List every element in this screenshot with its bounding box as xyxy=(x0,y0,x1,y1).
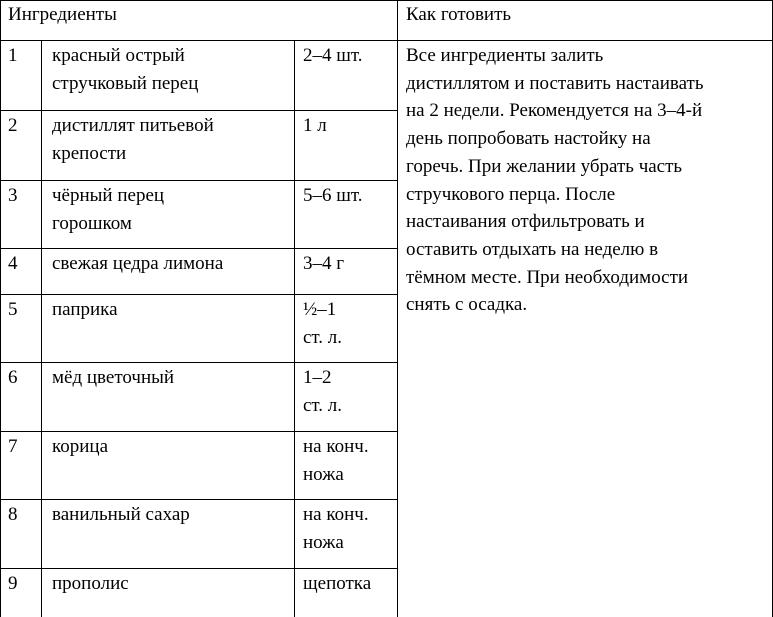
column-divider xyxy=(294,40,295,617)
ingredient-name xyxy=(52,501,190,529)
row-number xyxy=(8,296,18,324)
row-number xyxy=(8,433,18,461)
ingredient-name-line: крепости xyxy=(52,142,127,164)
row-number-line: 8 xyxy=(8,504,18,525)
recipe-line: тёмном месте. При необходимости xyxy=(406,266,689,288)
ingredient-name-line: стручковый перец xyxy=(52,72,199,94)
header-ingredients: Ингредиенты xyxy=(8,4,117,25)
row-divider xyxy=(0,110,398,111)
ingredient-quantity xyxy=(303,250,344,278)
row-number-line: 6 xyxy=(8,367,18,388)
ingredient-quantity xyxy=(303,364,342,419)
row-number-line: 2 xyxy=(8,115,18,136)
ingredient-quantity xyxy=(303,182,363,210)
ingredient-quantity xyxy=(303,433,369,488)
ingredient-quantity-line: на конч. xyxy=(303,436,369,457)
ingredient-name xyxy=(52,364,174,392)
row-divider xyxy=(0,499,398,500)
ingredient-name xyxy=(52,250,223,278)
ingredient-quantity-line: 1 л xyxy=(303,115,327,136)
row-divider xyxy=(0,431,398,432)
row-number xyxy=(8,250,18,278)
row-number-line: 4 xyxy=(8,253,18,274)
ingredient-quantity-line: ст. л. xyxy=(303,394,343,416)
ingredient-name-line: дистиллят питьевой xyxy=(52,115,214,136)
row-divider xyxy=(0,362,398,363)
column-divider xyxy=(41,40,42,617)
row-number xyxy=(8,570,18,598)
recipe-line: настаивания отфильтровать и xyxy=(406,211,645,233)
ingredient-quantity-line: 2–4 шт. xyxy=(303,45,363,66)
ingredient-quantity-line: ножа xyxy=(303,531,344,553)
row-number xyxy=(8,42,18,70)
ingredient-name-line: горошком xyxy=(52,212,132,234)
ingredient-name-line: чёрный перец xyxy=(52,185,165,206)
recipe-line: оставить отдыхать на неделю в xyxy=(406,238,659,260)
header-divider xyxy=(0,40,773,41)
ingredient-quantity-line: щепотка xyxy=(303,573,372,594)
ingredient-name-line: паприка xyxy=(52,299,118,320)
recipe-line: дистиллятом и поставить настаивать xyxy=(406,72,704,94)
ingredient-quantity xyxy=(303,296,342,351)
column-divider xyxy=(397,0,398,617)
row-number xyxy=(8,182,18,210)
ingredient-name xyxy=(52,42,198,97)
ingredient-name-line: свежая цедра лимона xyxy=(52,253,224,274)
ingredient-quantity xyxy=(303,570,371,598)
ingredient-name xyxy=(52,570,129,598)
table-border-left xyxy=(0,0,1,617)
ingredient-quantity-line: 3–4 г xyxy=(303,253,345,274)
row-number-line: 9 xyxy=(8,573,18,594)
row-divider xyxy=(0,180,398,181)
ingredient-name-line: корица xyxy=(52,436,109,457)
row-divider xyxy=(0,294,398,295)
ingredient-quantity xyxy=(303,501,369,556)
row-number xyxy=(8,501,18,529)
ingredient-name xyxy=(52,112,214,167)
ingredient-quantity-line: ст. л. xyxy=(303,326,343,348)
recipe-line: горечь. При желании убрать часть xyxy=(406,155,683,177)
row-number-line: 7 xyxy=(8,436,18,457)
recipe-line: на 2 недели. Рекомендуется на 3–4-й xyxy=(406,100,703,122)
header-how-to-cook: Как готовить xyxy=(406,4,512,25)
ingredient-name xyxy=(52,296,118,324)
row-number xyxy=(8,364,18,392)
ingredient-name xyxy=(52,182,164,237)
table-border-top xyxy=(0,0,773,1)
row-number-line: 1 xyxy=(8,45,18,66)
recipe-line: Все ингредиенты залить xyxy=(406,45,604,66)
recipe-line: день попробовать настойку на xyxy=(406,128,651,150)
ingredient-name xyxy=(52,433,108,461)
row-divider xyxy=(0,568,398,569)
ingredient-name-line: прополис xyxy=(52,573,129,594)
row-divider xyxy=(0,248,398,249)
ingredient-quantity xyxy=(303,42,363,70)
recipe-instructions xyxy=(406,42,704,319)
row-number-line: 3 xyxy=(8,185,18,206)
ingredient-quantity-line: ½–1 xyxy=(303,299,337,320)
row-number xyxy=(8,112,18,140)
ingredient-quantity-line: ножа xyxy=(303,463,344,485)
recipe-line: стручкового перца. После xyxy=(406,183,616,205)
ingredient-name-line: красный острый xyxy=(52,45,185,66)
ingredient-name-line: мёд цветочный xyxy=(52,367,175,388)
ingredient-quantity-line: 1–2 xyxy=(303,367,332,388)
recipe-line: снять с осадка. xyxy=(406,294,528,316)
ingredient-quantity-line: на конч. xyxy=(303,504,369,525)
row-number-line: 5 xyxy=(8,299,18,320)
ingredient-name-line: ванильный сахар xyxy=(52,504,190,525)
ingredient-quantity xyxy=(303,112,327,140)
ingredient-quantity-line: 5–6 шт. xyxy=(303,185,363,206)
